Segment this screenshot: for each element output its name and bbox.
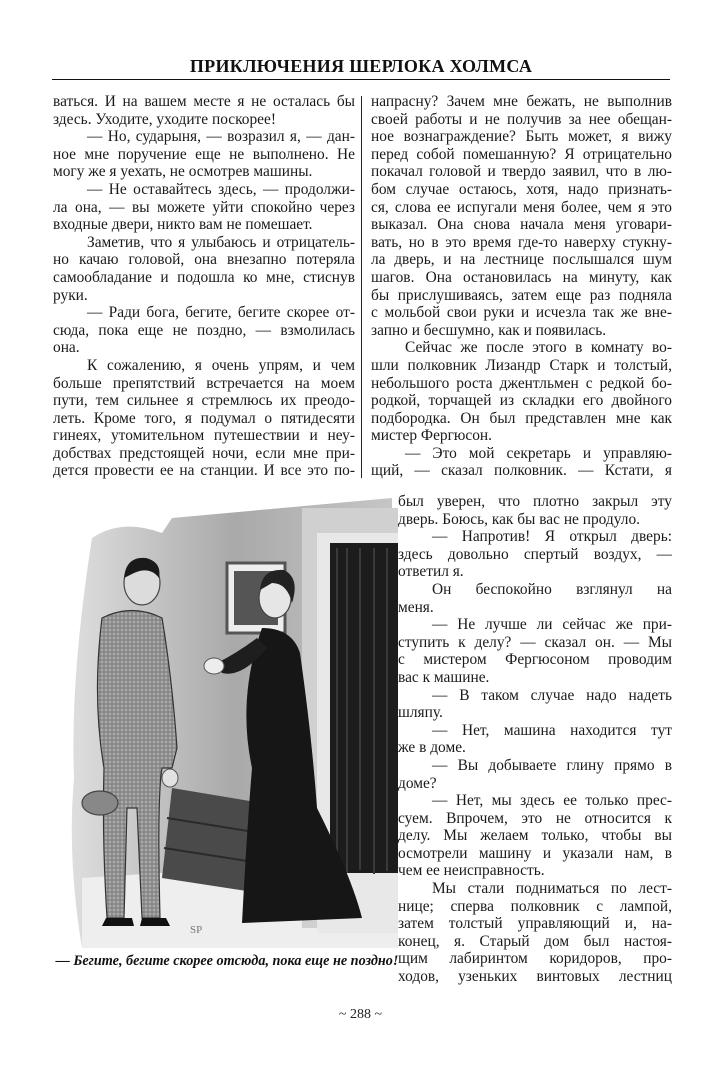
text-line: затем толстый управляющий и, на- — [398, 915, 672, 933]
text-line: с мольбой свои руки и исчезла так же вне- — [371, 304, 672, 322]
page-number: ~ 288 ~ — [338, 1007, 383, 1022]
left-column — [53, 93, 355, 480]
text-line: К сожалению, я очень упрям, и чем — [87, 356, 355, 374]
text-line: шляпу. — [398, 704, 443, 722]
text-line: самообладание и подошла ко мне, стиснув — [53, 268, 355, 286]
text-line: — Это мой секретарь и управляю- — [405, 444, 672, 462]
text-line: леть. Кроме того, я подумал о пятидесяти — [53, 409, 355, 427]
text-line: небольшого роста джентльмен с редкой бо- — [371, 374, 672, 392]
text-line: добствах предстоящей ночи, если мне при- — [53, 444, 355, 462]
text-line: — Но, сударыня, — возразил я, — дан- — [87, 128, 355, 146]
text-line: ходов, узеньких винтовых лестниц — [398, 968, 672, 986]
text-line: ваться. И на вашем месте я не осталась бы — [53, 93, 355, 110]
text-line: здесь довольно спертый воздух, — — [398, 545, 672, 563]
text-line: ла дверь, и на лестнице послышался шум — [371, 251, 672, 269]
text-line: меня. — [398, 598, 434, 616]
text-line: суем. Впрочем, это не относится к — [398, 809, 672, 827]
illustration — [62, 478, 398, 948]
text-line: ответил я. — [398, 563, 464, 581]
text-line: входные двери, никто вам не помешает. — [53, 216, 313, 234]
text-line: но качаю головой, она внезапно потеряла — [53, 251, 355, 269]
text-line: — Напротив! Я открыл дверь: — [432, 528, 672, 546]
text-line: перед собой помешанную? Я отрицательно — [371, 145, 672, 163]
text-line: ступить к делу? — сказал он. — Мы — [398, 633, 672, 651]
text-line: ся, слова ее испугали меня более, чем я это — [371, 198, 672, 216]
text-line: — Не оставайтесь здесь, — продолжи- — [87, 180, 355, 198]
text-line: гинеях, утомительном путешествии и неу- — [53, 427, 355, 445]
text-line: ное вознаграждение? Быть может, я вижу — [371, 128, 672, 146]
text-line: мистер Фергюсон. — [371, 427, 493, 445]
text-line: был уверен, что плотно закрыл эту — [398, 493, 672, 510]
text-line: — Вы добываете глину прямо в — [432, 756, 672, 774]
text-line: осмотрели машину и указали нам, в — [398, 844, 672, 862]
column-divider — [361, 96, 362, 478]
text-line: ла она, — вы можете уйти спокойно через — [53, 198, 355, 216]
text-line: — Не лучше ли сейчас же при- — [432, 616, 672, 634]
text-line: вать, но в это время где-то наверху стукну- — [371, 233, 672, 251]
text-line: сюда, пока еще не поздно, — взмолилась — [53, 321, 355, 339]
text-line: покачал головой и твердо заявил, что в лю- — [371, 163, 672, 181]
text-line: — Нет, машина находится тут — [432, 721, 672, 739]
text-line: ное мне поручение еще не выполнено. Не — [53, 145, 355, 163]
text-line: с мистером Фергюсоном проводим — [398, 651, 672, 669]
text-line: — Ради бога, бегите, бегите скорее от- — [87, 304, 355, 322]
text-line: здесь. Уходите, уходите поскорее! — [53, 110, 276, 128]
text-line: бом случае остаюсь, хотя, надо признать- — [371, 180, 672, 198]
text-line: нице; сперва полковник с лампой, — [398, 897, 672, 915]
text-line: напрасну? Зачем мне бежать, не выполнив — [371, 93, 672, 110]
text-line: же в доме. — [398, 739, 466, 757]
text-line: вас к машине. — [398, 668, 490, 686]
text-line: — В таком случае надо надеть — [432, 686, 672, 704]
text-line: пути, тем сильнее я стремлюсь их преодо- — [53, 392, 355, 410]
text-line: шли полковник Лизандр Старк и толстый, — [371, 356, 672, 374]
text-line: Он беспокойно взглянул на — [432, 580, 672, 598]
illustration-signature: SP — [190, 924, 203, 936]
text-line: чем ее неисправность. — [398, 862, 545, 880]
text-line: щий, — сказал полковник. — Кстати, я — [371, 462, 672, 480]
text-line: своей работы и не получив за нее обещан- — [371, 110, 672, 128]
running-title: ПРИКЛЮЧЕНИЯ ШЕРЛОКА ХОЛМСА — [189, 56, 533, 76]
text-line: щим лабиринтом коридоров, про- — [398, 950, 672, 968]
text-line: дверь. Боюсь, как бы вас не продуло. — [398, 510, 640, 528]
text-line: запно и бесшумно, как и появилась. — [371, 321, 607, 339]
text-line: Заметив, что я улыбаюсь и отрицатель- — [87, 233, 355, 251]
text-line: доме? — [398, 774, 437, 792]
right-column-bottom — [398, 493, 672, 986]
text-line: могу же я уехать, не осмотрев машины. — [53, 163, 313, 181]
text-line: Сейчас же после этого в комнату во- — [405, 339, 672, 357]
text-line: бы прислушиваясь, затем еще раз подняла — [371, 286, 672, 304]
engraving-image — [62, 478, 398, 948]
text-line: родкой, торчащей из складки его двойного — [371, 392, 672, 410]
text-line: подбородка. Он был представлен мне как — [371, 409, 672, 427]
text-line: руки. — [53, 286, 88, 304]
text-line: она. — [53, 339, 80, 357]
text-line: — Нет, мы здесь ее только прес- — [432, 792, 672, 810]
text-line: делу. Мы желаем только, чтобы вы — [398, 827, 672, 845]
text-line: шагов. Она остановилась на минуту, как — [371, 268, 672, 286]
header-rule — [52, 79, 670, 80]
illustration-caption: — Бегите, бегите скорее отсюда, пока еще не поздно! — [55, 953, 399, 969]
text-line: выказал. Она снова начала меня уговари- — [371, 216, 672, 234]
text-line: дется провести ее на станции. И все это по- — [53, 462, 355, 480]
right-column-top — [371, 93, 672, 480]
text-line: больше препятствий встречается на моем — [53, 374, 355, 392]
text-line: Мы стали подниматься по лест- — [432, 880, 672, 898]
text-line: конец, я. Старый дом был настоя- — [398, 932, 672, 950]
